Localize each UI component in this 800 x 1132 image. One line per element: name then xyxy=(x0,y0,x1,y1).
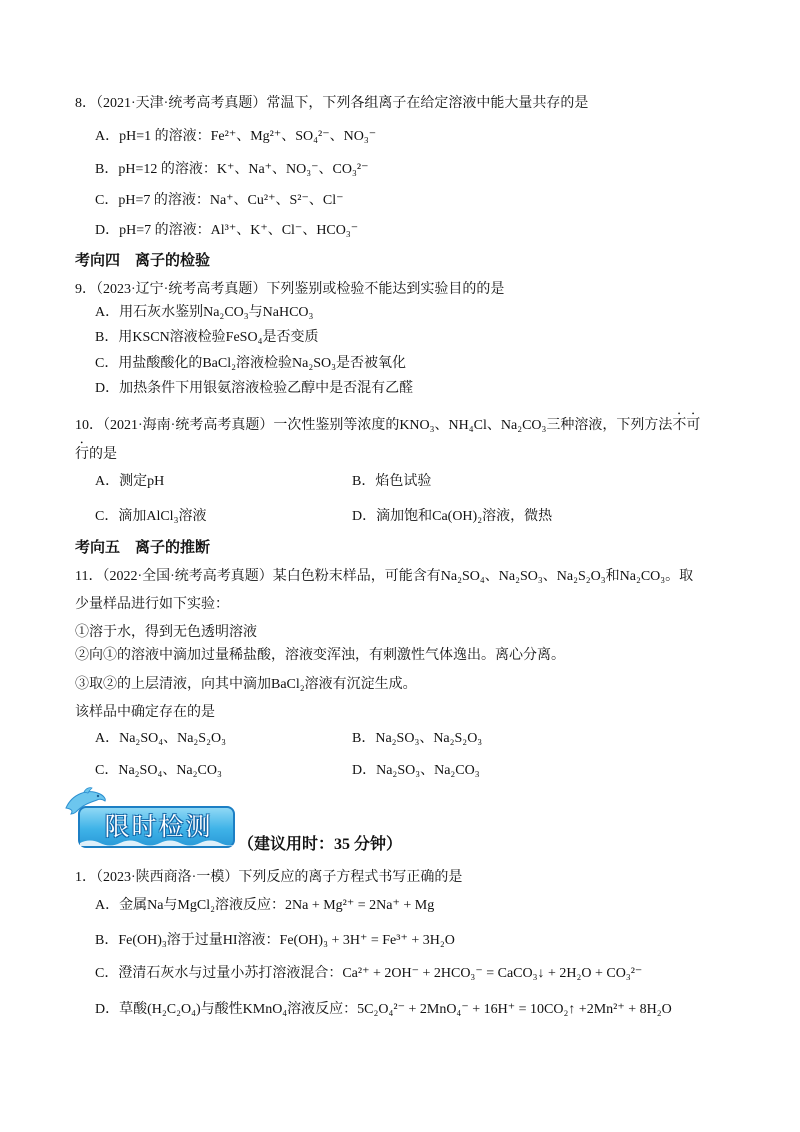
question-10-option-c: C．滴加AlCl₃溶液 xyxy=(95,509,207,524)
question-10-option-d: D．滴加饱和Ca(OH)₂溶液，微热 xyxy=(352,509,553,524)
question-10-stem-line-2 xyxy=(75,439,117,462)
question-10-stem-rest: 的是 xyxy=(89,447,117,462)
question-10-emphasis-2: 行 xyxy=(75,447,89,462)
question-9-option-a: A．用石灰水鉴别Na₂CO₃与NaHCO₃ xyxy=(95,305,314,320)
question-1-stem: 1．（2023·陕西商洛·一模）下列反应的离子方程式书写正确的是 xyxy=(75,870,463,885)
question-10-stem-line-1 xyxy=(75,410,701,433)
question-11-option-b: B．Na₂SO₃、Na₂S₂O₃ xyxy=(352,731,483,746)
suggested-time-note: （建议用时：35 分钟） xyxy=(238,836,403,853)
question-10-emphasis-1: 不可 xyxy=(672,418,701,433)
question-9-stem: 9．（2023·辽宁·统考高考真题）下列鉴别或检验不能达到实验目的的是 xyxy=(75,282,505,297)
question-8-option-b: B．pH=12 的溶液：K⁺、Na⁺、NO₃⁻、CO₃²⁻ xyxy=(95,162,369,177)
section-heading-5: 考向五 离子的推断 xyxy=(75,540,211,556)
question-8-option-d: D．pH=7 的溶液：Al³⁺、K⁺、Cl⁻、HCO₃⁻ xyxy=(95,223,359,238)
question-11-stem-line-2: 少量样品进行如下实验： xyxy=(75,597,229,612)
question-11-option-c: C．Na₂SO₄、Na₂CO₃ xyxy=(95,763,222,778)
question-1-option-b: B．Fe(OH)₃溶于过量HI溶液：Fe(OH)₃ + 3H⁺ = Fe³⁺ + 3H₂O xyxy=(95,933,455,948)
question-1-option-a: A．金属Na与MgCl₂溶液反应：2Na + Mg²⁺ = 2Na⁺ + Mg xyxy=(95,898,435,913)
question-11-ask: 该样品中确定存在的是 xyxy=(75,705,215,720)
banner-title: 限时检测 xyxy=(104,812,213,841)
question-11-step-1: ①溶于水，得到无色透明溶液 xyxy=(75,625,257,640)
question-8-stem: 8．（2021·天津·统考高考真题）常温下，下列各组离子在给定溶液中能大量共存的是 xyxy=(75,96,589,111)
section-heading-4: 考向四 离子的检验 xyxy=(75,253,211,269)
question-11-option-d: D．Na₂SO₃、Na₂CO₃ xyxy=(352,763,480,778)
question-11-option-a: A．Na₂SO₄、Na₂S₂O₃ xyxy=(95,731,226,746)
question-11-step-3: ③取②的上层清液，向其中滴加BaCl₂溶液有沉淀生成。 xyxy=(75,677,417,692)
question-11-step-2: ②向①的溶液中滴加过量稀盐酸，溶液变浑浊，有刺激性气体逸出。离心分离。 xyxy=(75,648,565,663)
question-11-stem-line-1: 11．（2022·全国·统考高考真题）某白色粉末样品，可能含有Na₂SO₄、Na₂SO₃、Na₂S₂O₃和Na₂CO₃。取 xyxy=(75,569,694,584)
question-1-option-d: D．草酸(H₂C₂O₄)与酸性KMnO₄溶液反应：5C₂O₄²⁻ + 2MnO₄⁻ + 16H⁺ = 10CO₂↑ +2Mn²⁺ + 8H₂O xyxy=(95,1002,672,1017)
question-8-option-c: C．pH=7 的溶液：Na⁺、Cu²⁺、S²⁻、Cl⁻ xyxy=(95,193,344,208)
question-10-option-b: B．焰色试验 xyxy=(352,474,432,489)
question-1-option-c: C．澄清石灰水与过量小苏打溶液混合：Ca²⁺ + 2OH⁻ + 2HCO₃⁻ = CaCO₃↓ + 2H₂O + CO₃²⁻ xyxy=(95,966,643,981)
wave-decoration-icon xyxy=(80,838,233,846)
question-10-stem-text: 10．（2021·海南·统考高考真题）一次性鉴别等浓度的KNO₃、NH₄Cl、Na₂CO₃三种溶液，下列方法 xyxy=(75,418,673,433)
question-10-option-a: A．测定pH xyxy=(95,474,165,489)
question-9-option-b: B．用KSCN溶液检验FeSO₄是否变质 xyxy=(95,330,319,345)
question-9-option-c: C．用盐酸酸化的BaCl₂溶液检验Na₂SO₃是否被氧化 xyxy=(95,356,406,371)
question-8-option-a: A．pH=1 的溶液：Fe²⁺、Mg²⁺、SO₄²⁻、NO₃⁻ xyxy=(95,129,377,144)
dolphin-icon xyxy=(62,786,108,816)
question-9-option-d: D．加热条件下用银氨溶液检验乙醇中是否混有乙醛 xyxy=(95,381,414,396)
